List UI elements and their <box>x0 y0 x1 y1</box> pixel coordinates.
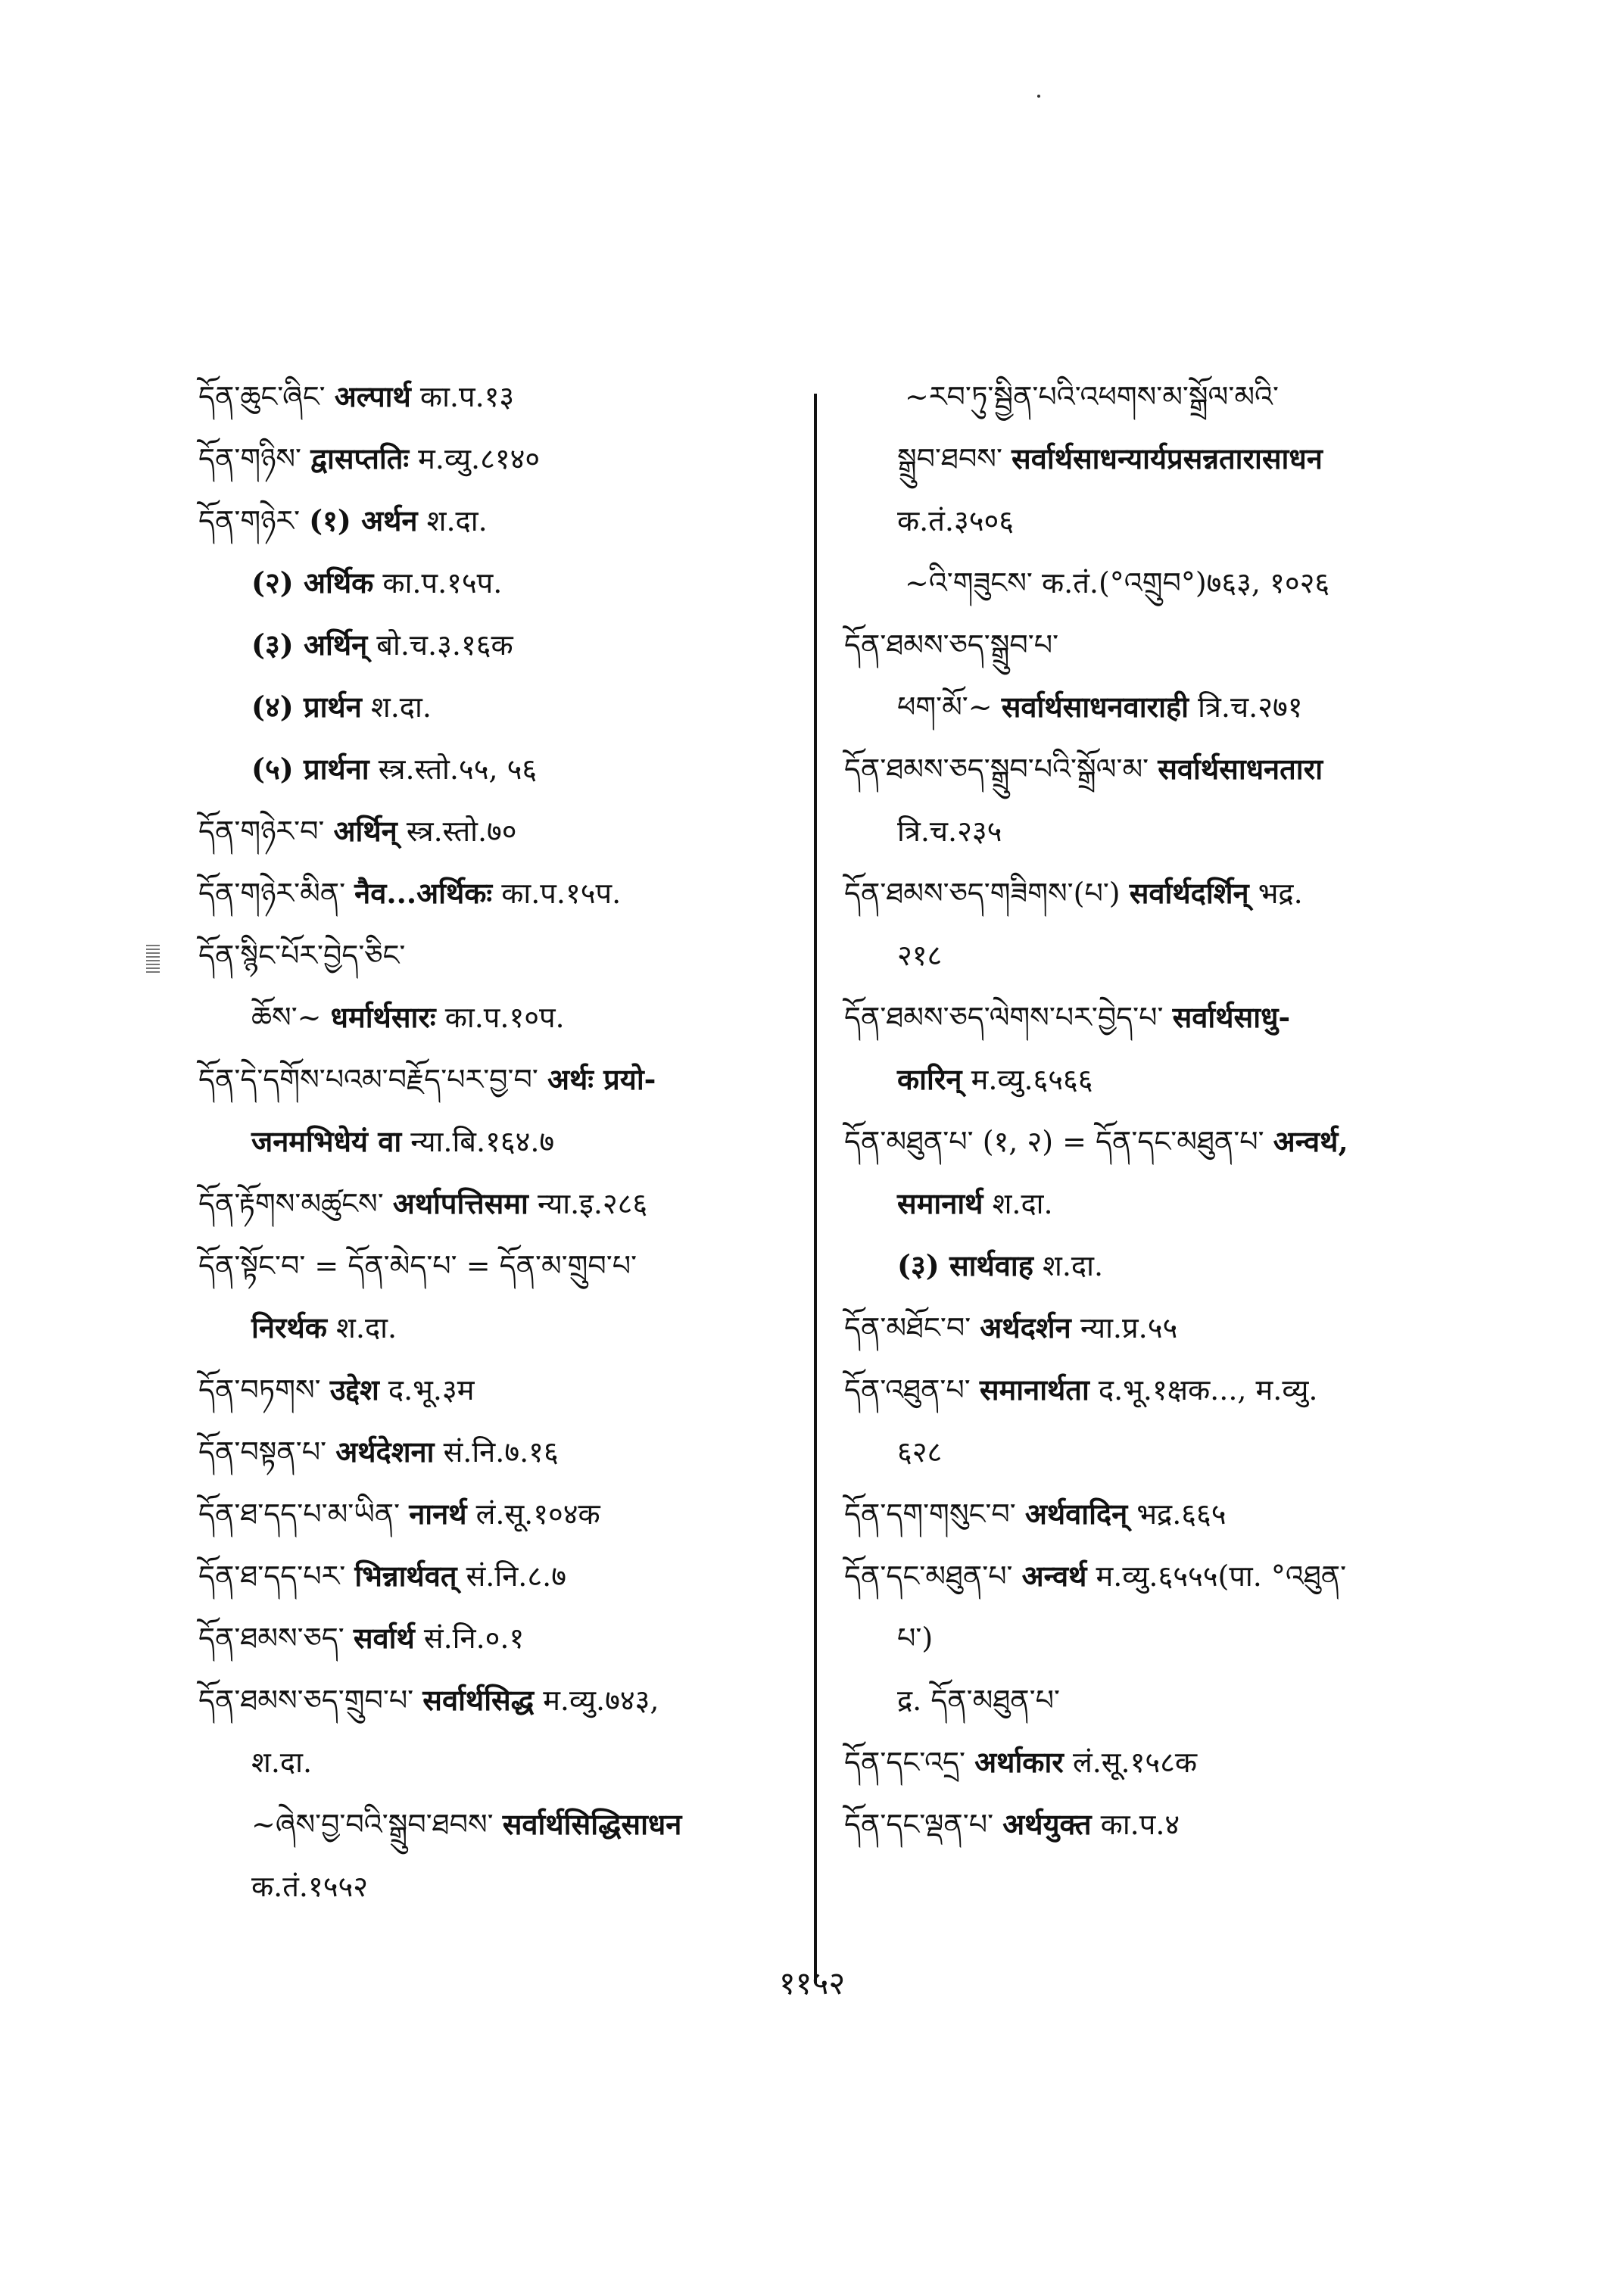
source-reference: न्या.प्र.५५ <box>1080 1311 1178 1344</box>
tibetan-headword: དོན་རྟོགས་མཚུངས་ <box>198 1187 384 1220</box>
source-reference: भद्र. <box>1258 877 1303 910</box>
tibetan-headword: དོན་ཐ་དད་པ་མ་ཡིན་ <box>198 1497 401 1531</box>
sanskrit-equivalent: धर्मार्थसारः <box>330 1000 436 1034</box>
source-reference: लं.सू.१०४क <box>475 1497 600 1531</box>
sanskrit-equivalent: समानार्थता <box>979 1372 1089 1407</box>
tibetan-headword: དོན་ཐམས་ཅད་ལེགས་པར་བྱེད་པ་ <box>844 1001 1164 1034</box>
tibetan-headword: དོན་དང་ལྡན་པ་ <box>844 1808 994 1841</box>
sanskrit-equivalent: सर्वार्थसाधन्यार्यप्रसन्नतारासाधन <box>1011 441 1323 475</box>
dictionary-line <box>844 1185 1450 1222</box>
tibetan-headword: དོན་གཉེར་མིན་ <box>198 877 346 910</box>
sanskrit-equivalent: अन्वर्थ <box>1021 1559 1087 1593</box>
dictionary-line <box>198 503 804 539</box>
dictionary-line <box>198 1248 804 1284</box>
tibetan-headword: དོན་དག་གསུང་བ་ <box>844 1497 1016 1531</box>
dictionary-line <box>844 503 1450 539</box>
source-reference: का.प.१३ <box>419 380 515 413</box>
sanskrit-equivalent: द्वासप्ततिः <box>310 441 410 475</box>
source-reference: श.दा. <box>1043 1249 1104 1282</box>
source-reference: श.दा. <box>251 1746 313 1779</box>
source-reference: त्रि.च.२७१ <box>1198 690 1303 724</box>
sanskrit-equivalent: सर्वार्थदर्शिन् <box>1129 876 1249 910</box>
source-reference: का.प.१५प. <box>382 566 503 600</box>
dictionary-line <box>844 1372 1450 1408</box>
tibetan-headword: ~འི་གཟུངས་ <box>905 566 1033 600</box>
sanskrit-equivalent: (३) अर्थिन् <box>251 628 368 662</box>
source-reference: भद्र.६६५ <box>1136 1497 1227 1531</box>
sanskrit-equivalent: अल्पार्थ <box>334 379 411 413</box>
tibetan-headword: དོན་འཐུན་པ་ <box>844 1373 971 1407</box>
tibetan-headword: དོན་ཆུང་ཞིང་ <box>198 380 326 413</box>
sanskrit-equivalent: (१) अर्थन <box>309 503 418 537</box>
tibetan-headword: པ་) <box>897 1622 934 1655</box>
sanskrit-equivalent: (३) सार्थवाह <box>897 1248 1033 1282</box>
dictionary-line <box>198 1682 804 1718</box>
tibetan-headword: དོན་ཐམས་ཅད་གྲུབ་པ་ <box>198 1684 414 1717</box>
source-reference: म.व्यु.७४३, <box>543 1684 659 1717</box>
tibetan-headword: དོན་མཐུན་པ་ (१, २) = དོན་དང་མཐུན་པ་ <box>844 1125 1264 1158</box>
tibetan-headword: དོན་དང་མཐུན་པ་ <box>844 1559 1013 1593</box>
source-reference: श.दा. <box>992 1187 1053 1220</box>
source-reference: म.व्यु.६५५५(पा. °འཐུན་ <box>1096 1559 1347 1593</box>
source-reference: म.व्यु.६५६६ <box>971 1063 1093 1096</box>
dictionary-line <box>844 379 1450 415</box>
dictionary-line <box>198 751 804 787</box>
source-reference: ६२८ <box>897 1435 943 1469</box>
dictionary-line <box>844 627 1450 663</box>
source-reference: क.तं.(°འགྲུབ°)७६३, १०२६ <box>1041 566 1330 600</box>
tibetan-headword: ཆོས་~ <box>251 1001 322 1034</box>
source-reference: लं.सू.१५८क <box>1072 1746 1198 1779</box>
dictionary-line <box>198 1806 804 1843</box>
sanskrit-equivalent: (५) प्रार्थना <box>251 752 369 786</box>
dictionary-line <box>844 999 1450 1036</box>
source-reference: सं.नि.०.१ <box>423 1622 525 1655</box>
sanskrit-equivalent: सर्वार्थसाधनतारा <box>1158 752 1323 786</box>
dictionary-line <box>844 875 1450 911</box>
tibetan-headword: དོན་སྟོང་བ་ = དོན་མེད་པ་ = དོན་མ་གྲུབ་པ་ <box>198 1249 637 1282</box>
dictionary-line <box>844 1123 1450 1160</box>
source-reference: श.दा. <box>336 1311 397 1344</box>
dictionary-line <box>198 379 804 415</box>
dictionary-line <box>198 1434 804 1470</box>
sanskrit-equivalent: अन्वर्थ, <box>1273 1124 1348 1158</box>
sanskrit-equivalent: नानर्थ <box>409 1497 467 1531</box>
dictionary-line <box>198 937 804 974</box>
tibetan-headword: དོན་བཏགས་ <box>198 1373 321 1407</box>
tibetan-headword: དོན་དང་འདྲ་ <box>844 1746 966 1779</box>
dictionary-line <box>844 751 1450 787</box>
dictionary-line <box>844 1682 1450 1718</box>
sanskrit-equivalent: अर्थः प्रयो- <box>547 1062 656 1096</box>
tibetan-headword: དོན་གཉེར་ <box>198 504 301 537</box>
dictionary-line <box>198 1061 804 1098</box>
right-column <box>844 379 1450 1868</box>
tibetan-headword: སྒྲུབ་ཐབས་ <box>897 442 1002 475</box>
source-reference: २१८ <box>897 939 943 972</box>
tibetan-headword: དོན་ཐམས་ཅད་ <box>198 1622 344 1655</box>
page-number: ११५२ <box>778 1964 846 2002</box>
source-reference: म.व्यु.८१४० <box>418 442 541 475</box>
sanskrit-equivalent: समानार्थ <box>897 1186 983 1220</box>
tibetan-headword: དོན་ཐམས་ཅད་སྒྲུབ་པ་ <box>844 628 1059 662</box>
dictionary-line <box>198 1744 804 1781</box>
dictionary-line <box>844 1248 1450 1284</box>
tibetan-headword: དོན་གཉེར་བ་ <box>198 815 325 848</box>
source-reference: क.तं.१५५२ <box>251 1870 369 1903</box>
paper-speck <box>1037 95 1040 98</box>
dictionary-line <box>198 1123 804 1160</box>
sanskrit-equivalent: अर्थयुक्त <box>1002 1807 1092 1841</box>
margin-mark <box>146 945 160 975</box>
tibetan-headword: དོན་མཐོང་བ་ <box>844 1311 971 1344</box>
sanskrit-equivalent: जनमभिधेयं वा <box>251 1124 402 1158</box>
source-reference: द.भू.१क्षक..., म.व्यु. <box>1098 1373 1318 1407</box>
left-column <box>198 379 804 1930</box>
dictionary-line <box>844 1061 1450 1098</box>
tibetan-headword: ཕག་མོ་~ <box>897 690 993 724</box>
sanskrit-equivalent: अर्थाकार <box>974 1745 1064 1779</box>
sanskrit-equivalent: सर्वार्थसिद्ध <box>422 1683 535 1717</box>
dictionary-line <box>844 1434 1450 1470</box>
tibetan-headword: དོན་ཐ་དད་པར་ <box>198 1559 346 1593</box>
tibetan-headword: ~ཞེས་བྱ་བའི་སྒྲུབ་ཐབས་ <box>251 1808 494 1841</box>
dictionary-line <box>198 1185 804 1222</box>
tibetan-headword: དོན་ཐམས་ཅད་སྒྲུབ་པའི་སྒྲོལ་མ་ <box>844 752 1149 786</box>
source-reference: स्त्र.स्तो.५५, ५६ <box>378 752 538 786</box>
sanskrit-equivalent: (२) अर्थिक <box>251 565 374 600</box>
source-reference: श.दा. <box>370 690 432 724</box>
dictionary-line <box>844 1620 1450 1656</box>
source-reference: न्या.इ.२८६ <box>537 1187 648 1220</box>
source-reference: क.तं.३५०६ <box>897 504 1015 537</box>
sanskrit-equivalent: अर्थदेशना <box>335 1435 435 1469</box>
sanskrit-equivalent: (४) प्रार्थन <box>251 690 362 724</box>
dictionary-line <box>198 1868 804 1905</box>
dictionary-line <box>198 1558 804 1594</box>
dictionary-line <box>198 1496 804 1532</box>
tibetan-headword: དོན་སྙིང་པོར་བྱེད་ཅིང་ <box>198 939 406 972</box>
dictionary-line <box>844 1310 1450 1346</box>
dictionary-line <box>844 1558 1450 1594</box>
source-reference: स्त्र.स्तो.७० <box>406 815 517 848</box>
sanskrit-equivalent: सर्वार्थसाधनवाराही <box>1001 690 1189 724</box>
sanskrit-equivalent: अर्थदर्शन <box>980 1310 1071 1344</box>
source-reference: द.भू.३म <box>388 1373 475 1407</box>
source-reference: का.प.४ <box>1100 1808 1180 1841</box>
dictionary-line <box>844 689 1450 725</box>
dictionary-line <box>198 441 804 477</box>
sanskrit-equivalent: सर्वार्थसिद्धिसाधन <box>502 1807 682 1841</box>
dictionary-line <box>198 627 804 663</box>
sanskrit-equivalent: अर्थिन् <box>333 814 397 848</box>
dictionary-line <box>844 937 1450 974</box>
sanskrit-equivalent: उद्देश <box>329 1372 379 1407</box>
dictionary-line <box>844 813 1450 849</box>
dictionary-line <box>844 565 1450 601</box>
dictionary-line <box>844 1806 1450 1843</box>
dictionary-line <box>844 1744 1450 1781</box>
source-reference: त्रि.च.२३५ <box>897 815 1002 848</box>
dictionary-line <box>198 1372 804 1408</box>
sanskrit-equivalent: कारिन् <box>897 1062 962 1096</box>
dictionary-line <box>198 1310 804 1346</box>
dictionary-line <box>198 875 804 911</box>
dictionary-line <box>844 441 1450 477</box>
dictionary-line <box>198 813 804 849</box>
column-divider <box>814 394 817 1983</box>
source-reference: सं.नि.७.१६ <box>443 1435 559 1469</box>
tibetan-headword: དོན་གཉིས་ <box>198 442 302 475</box>
sanskrit-equivalent: भिन्नार्थवत् <box>354 1559 457 1593</box>
dictionary-line <box>844 1496 1450 1532</box>
dictionary-line <box>198 1620 804 1656</box>
source-reference: का.प.१०प. <box>444 1001 565 1034</box>
sanskrit-equivalent: सर्वार्थसाधु- <box>1172 1000 1291 1034</box>
sanskrit-equivalent: नैव...अर्थिकः <box>354 876 493 910</box>
sanskrit-equivalent: सर्वार्थ <box>353 1621 415 1655</box>
dictionary-line <box>198 689 804 725</box>
tibetan-headword: ~རབ་ཏུ་སྦྱིན་པའི་འཕགས་མ་སྒྲོལ་མའི་ <box>905 380 1279 413</box>
source-reference: का.प.१५प. <box>501 877 622 910</box>
sanskrit-equivalent: अर्थवादिन् <box>1024 1497 1128 1531</box>
sanskrit-equivalent: निरर्थक <box>251 1310 327 1344</box>
tibetan-headword: དོན་དེ་དགོས་པའམ་བརྗོད་པར་བྱ་བ་ <box>198 1063 538 1096</box>
source-reference: श.दा. <box>426 504 488 537</box>
dictionary-line <box>198 565 804 601</box>
source-reference: न्या.बि.१६४.७ <box>410 1125 555 1158</box>
tibetan-headword: དོན་ཐམས་ཅད་གཟིགས་(པ་) <box>844 877 1121 910</box>
tibetan-headword: དོན་བསྟན་པ་ <box>198 1435 327 1469</box>
source-reference: द्र. དོན་མཐུན་པ་ <box>897 1684 1060 1717</box>
dictionary-line <box>198 999 804 1036</box>
sanskrit-equivalent: अर्थापत्तिसमा <box>392 1186 528 1220</box>
source-reference: सं.नि.८.७ <box>466 1559 566 1593</box>
source-reference: बो.च.३.१६क <box>376 628 513 662</box>
